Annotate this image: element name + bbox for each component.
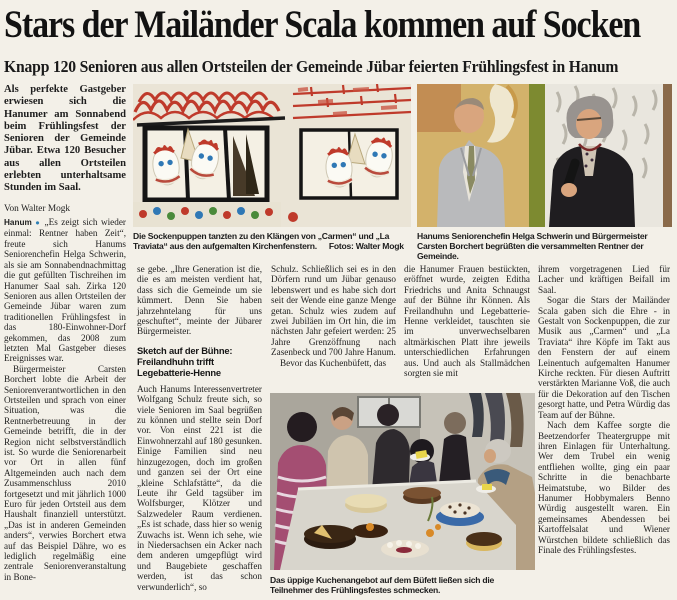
body-paragraph [4, 217, 126, 364]
dateline: Hanum [4, 218, 32, 228]
article-column-5 [538, 264, 670, 600]
body-paragraph: Bürgermeister Carsten Borchert lobte die Arbeit der Seniorenverantwortlichen in den Ortsteilen und sprach von einer Situation, was die Rentnerbetreuung in der Gemeinde betrifft, die in der Region nicht selbstverständlich ist. So wurde die Seniorenarbeit vor Ort in allen fünf Altgemeinden auch nach dem Zusammenschluss 2010 fortgesetzt und mit jährlich 1000 Euro für jeden Ortsteil aus dem Haushalt finanziell unterstützt. „Das ist in anderen Gemeinden anders“, verwies Borchert etwa auf das Beispiel Dähre, wo es lediglich regelmäßig eine zentrale Seniorenveranstaltung in Bone- [4, 363, 126, 582]
article-column-3 [271, 264, 396, 392]
puppets-photo-caption [133, 231, 411, 251]
body-paragraph: Schulz. Schließlich sei es in den Dörfern rund um Jübar genauso lebenswert und es habe sich dort seit der Wende eine ganze Menge getan. Schulz wies zudem auf zwei Jubiläen im Ort hin, die im nächsten Jahr gefeiert werden: 25 Jahre Grenzöffnung nach Zasenbeck und 700 Jahre Hanum. [271, 264, 396, 358]
body-paragraph: Auch Hanums Interessenvertreter Wolfgang Schulz freute sich, so viele Senioren im Saal begrüßen zu können und stellte sein Dorf vor. Von einst 221 ist die Einwohnerzahl auf 180 gesunken. Einige Familien sind neu hinzugezogen, doch im großen und ganzen sei der Ort eine „kleine Schlafstätte“, da die Leute ihr Geld tagsüber im Wolfsburger, Klötzer und Salzwedeler Raum verdienen. „Es ist schade, dass hier so wenig Zuwachs ist. Wenn ich sehe, wie in Niedersachsen ein Acker nach dem anderen umgepflügt wird und Baugebiete geschaffen werden, ist das schon verwunderlich“, so [137, 383, 263, 592]
crosshead: Sketch auf der Bühne: Freilandhuhn trifft Legebatterie-Henne [137, 344, 233, 378]
speakers-photo [417, 84, 672, 227]
body-paragraph: Bevor das Kuchenbüfett, das [280, 357, 387, 368]
body-paragraph: se gebe. „Ihre Generation ist die, die es am meisten verdient hat, dass sich die Gemeinde um sie kümmert. Denn Sie haben jahrzehntelang für uns geschuftet“, meinte der Jübarer Bürgermeister. [137, 264, 262, 337]
article-column-1 [4, 84, 126, 600]
buffet-illustration [270, 393, 535, 570]
article-column-4 [404, 264, 530, 392]
body-paragraph: ihrem vorgetragenen Lied für Lacher und kräftigen Beifall im Saal. [538, 264, 670, 295]
article-headline: Stars der Mailänder Scala kommen auf Socken [4, 3, 641, 46]
lead-paragraph: Als perfekte Gastgeber erwiesen sich die Hanumer am Sonnabend beim Frühlingsfest der Senioren der Gemeinde Jübar. Etwa 120 Besucher aus allen Ortsteilen erlebten unterhaltsame Stunden im Saal. [4, 84, 126, 194]
caption-text: Die Sockenpuppen tanzten zu den Klängen von „Carmen“ und „La Traviata“ aus den aufgemalten Kirchenfenstern. [133, 231, 390, 251]
buffet-photo [270, 393, 535, 570]
sock-puppets-photo [133, 84, 411, 227]
speakers-photo-caption: Hanums Seniorenchefin Helga Schwerin und Bürgermeister Carsten Borchert begrüßten die versammelten Rentner der Gemeinde. [417, 231, 648, 261]
byline: Von Walter Mogk [4, 203, 71, 214]
article-subhead: Knapp 120 Senioren aus allen Ortsteilen der Gemeinde Jübar feierten Frühlingsfest in Hanum [4, 57, 619, 76]
dateline-bullet-icon: ● [35, 218, 42, 228]
body-text: „Es zeigt sich wieder einmal: Rentner haben Zeit“, freute sich Hanums Seniorenchefin Helga Schwerin, als sie am Sonnabendnachmittag die gut gefüllten Tischreihen im Hanumer Saal sah. Zirka 120 Senioren aus allen Ortsteilen der Gemeinde Jübar waren zum traditionellen Frühlingsfest in das 180-Einwohner-Dorf gekommen, das 2008 zum letzten Mal Gastgeber dieses Ereignisses war. [4, 217, 126, 364]
sock-puppets-illustration [133, 84, 411, 227]
photo-credit: Fotos: Walter Mogk [328, 241, 404, 251]
article-column-2 [137, 264, 262, 600]
body-paragraph: Nach dem Kaffee sorgte die Beetzendorfer Theatergruppe mit ihren Einlagen für Unterhaltung. Wer dem Trubel ein wenig entfliehen wollte, ging ein paar Schritte in die benachbarte Heimatstube, wo Bilder des Hanumer Hobbymalers Benno Würdig ausgestellt waren. Ein gemeinsames Abendessen bei Kartoffelsalat und Wiener Würstchen bildete schließlich das Finale des Frühlingsfestes. [538, 420, 670, 555]
speakers-illustration [417, 84, 672, 227]
body-paragraph: die Hanumer Frauen bestückten, eröffnet wurde, zeigten Editha Friedrichs und Anita Schnaugst auf der Bühne ihr Können. Als Freilandhuhn und Legebatterie-Henne verkleidet, tauschten sie im unverwechselbaren altmärkischen Platt ihre jeweils unterschiedlichen Erfahrungen aus. Und auch als Stallmädchen sorgten sie mit [404, 264, 530, 379]
buffet-photo-caption: Das üppige Kuchenangebot auf dem Büfett ließen sich die Teilnehmer des Frühlingsfestes schmecken. [270, 575, 495, 595]
body-paragraph: Sogar die Stars der Mailänder Scala gaben sich die Ehre - in Gestalt von Sockenpuppen, die zur Musik aus „Carmen“ und „La Traviata“ ihre Köpfe im Takt aus den Fenstern der auf einem Leinentuch aufgemalten Hanumer Kirche reckten. Für diesen Auftritt verstärkten Marianne Voß, die auch für die Dekoration auf den Tischen gesorgt hatte, und Petra Würdig das Team auf der Bühne. [538, 295, 670, 420]
